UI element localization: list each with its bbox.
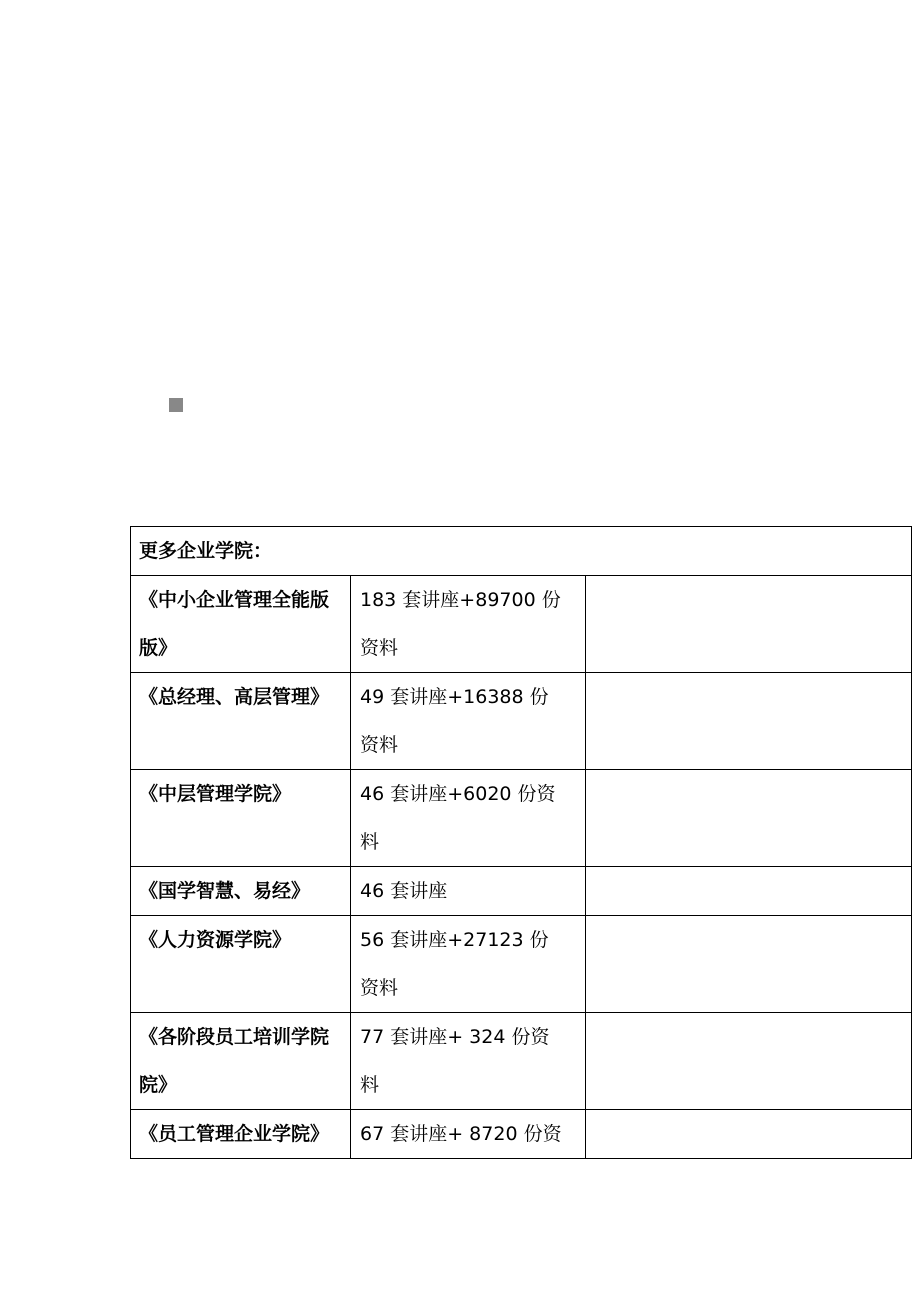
- academy-count-cell: [351, 867, 586, 916]
- academy-count-cell: [351, 1110, 586, 1159]
- academy-count-line: 料: [360, 1074, 380, 1096]
- academy-count-line: 77 套讲座+ 324 份资: [360, 1026, 550, 1048]
- table-row: [131, 673, 912, 770]
- academy-name-cell: [131, 770, 351, 867]
- table-header: 更多企业学院：: [131, 527, 912, 576]
- academy-name-line: 《国学智慧、易经》: [139, 880, 311, 902]
- academy-name-cell: [131, 1013, 351, 1110]
- empty-cell: [586, 1110, 912, 1159]
- academy-name-line: 《中层管理学院》: [139, 783, 292, 805]
- academy-count-line: 资料: [360, 977, 399, 999]
- table-row: [131, 867, 912, 916]
- bullet-square: [169, 398, 183, 412]
- academy-name-line: 版》: [139, 637, 178, 659]
- academy-name-line: 院》: [139, 1074, 178, 1096]
- academy-count-line: 资料: [360, 734, 399, 756]
- academy-name-cell: [131, 916, 351, 1013]
- table-row: [131, 1013, 912, 1110]
- empty-cell: [586, 673, 912, 770]
- academy-name-line: 《总经理、高层管理》: [139, 686, 330, 708]
- academy-name-line: 《中小企业管理全能版: [139, 589, 330, 611]
- academy-count-line: 56 套讲座+27123 份: [360, 929, 549, 951]
- table-header-row: [131, 527, 912, 576]
- academy-count-line: 46 套讲座: [360, 880, 448, 902]
- academy-count-cell: [351, 916, 586, 1013]
- empty-cell: [586, 576, 912, 673]
- academy-count-line: 49 套讲座+16388 份: [360, 686, 549, 708]
- academy-name-cell: [131, 673, 351, 770]
- academy-name-line: 《员工管理企业学院》: [139, 1123, 330, 1145]
- empty-cell: [586, 1013, 912, 1110]
- academy-name-cell: [131, 867, 351, 916]
- academy-name-line: 《人力资源学院》: [139, 929, 292, 951]
- academy-count-line: 46 套讲座+6020 份资: [360, 783, 556, 805]
- academy-count-cell: [351, 673, 586, 770]
- table-row: [131, 1110, 912, 1159]
- academy-count-line: 67 套讲座+ 8720 份资: [360, 1123, 562, 1145]
- academy-count-cell: [351, 1013, 586, 1110]
- academy-count-cell: [351, 770, 586, 867]
- table-row: [131, 770, 912, 867]
- empty-cell: [586, 916, 912, 1013]
- academy-count-line: 183 套讲座+89700 份: [360, 589, 561, 611]
- table-row: [131, 916, 912, 1013]
- academy-name-cell: [131, 1110, 351, 1159]
- empty-cell: [586, 867, 912, 916]
- academy-name-line: 《各阶段员工培训学院: [139, 1026, 330, 1048]
- academy-count-line: 资料: [360, 637, 399, 659]
- table-row: [131, 576, 912, 673]
- academy-count-cell: [351, 576, 586, 673]
- academy-table: [130, 526, 912, 1159]
- academy-name-cell: [131, 576, 351, 673]
- empty-cell: [586, 770, 912, 867]
- academy-count-line: 料: [360, 831, 380, 853]
